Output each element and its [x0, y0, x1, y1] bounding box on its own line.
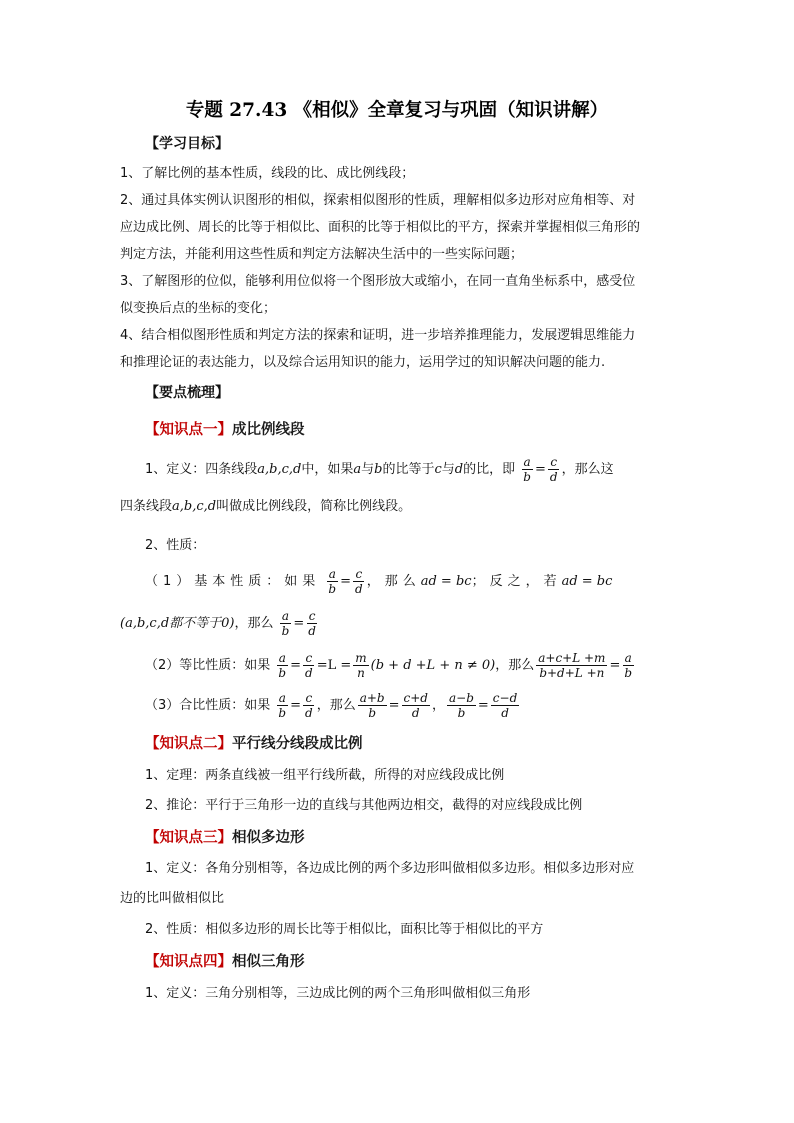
equals: = [477, 698, 489, 713]
kp1-basic-property-cont [120, 608, 690, 642]
kp3-line: 边的比叫做相似比 [120, 891, 225, 906]
math-expr: ad = bc [420, 574, 472, 589]
objective-line: 1、了解比例的基本性质，线段的比、成比例线段； [120, 166, 415, 181]
fraction: $\frac{a}{b}$ [328, 567, 337, 596]
text: ，那么 [316, 698, 356, 713]
text: 叫做成比例线段，简称比例线段。 [216, 499, 412, 514]
kp3-line: 2、性质：相似多边形的周长比等于相似比，面积比等于相似比的平方 [145, 922, 544, 937]
objectives-header: 【学习目标】 [145, 136, 229, 152]
fraction: $\frac{c}{d}$ [355, 567, 363, 596]
math-var: c [434, 462, 442, 477]
text: 中，如果 [301, 462, 354, 477]
text: 1、定义：四条线段 [145, 462, 258, 477]
fraction: $\frac{c+d}{d}$ [403, 691, 428, 720]
kp1-definition-cont [120, 498, 690, 516]
kp1-definition [145, 454, 715, 488]
objective-line: 判定方法，并能利用这些性质和判定方法解决生活中的一些实际问题； [120, 247, 524, 262]
math-vars: a,b,c,d [257, 462, 302, 477]
objective-line: 3、了解图形的位似，能够利用位似将一个图形放大或缩小，在同一直角坐标系中，感受位 [120, 274, 636, 289]
fraction: $\frac{c}{d}$ [305, 691, 313, 720]
kp1-name: 成比例线段 [232, 422, 305, 438]
fraction: $\frac{a}{b}$ [278, 691, 287, 720]
text: ，那么 [366, 574, 421, 589]
kp1-basic-property [145, 566, 715, 600]
text: （1）基本性质：如果 [145, 574, 321, 589]
text: ，那么 [234, 616, 274, 631]
objective-line: 2、通过具体实例认识图形的相似，探索相似图形的性质，理解相似多边形对应角相等、对 [120, 193, 636, 208]
fraction: $\frac{a}{b}$ [278, 651, 287, 680]
kp2-bracket: 【知识点二】 [145, 736, 232, 752]
kp4-line: 1、定义：三角分别相等，三边成比例的两个三角形叫做相似三角形 [145, 986, 531, 1001]
kp2-heading [145, 735, 715, 753]
equals: = [340, 574, 352, 589]
kp1-sum-property [145, 690, 715, 724]
equals: = [609, 658, 621, 673]
fraction: $\frac{c}{d}$ [549, 455, 558, 484]
page-title: 专题 27.43 《相似》全章复习与巩固（知识讲解） [185, 100, 609, 121]
math-vars: a,b,c,d [172, 499, 217, 514]
kp4-heading [145, 953, 715, 971]
kp3-bracket: 【知识点三】 [145, 830, 232, 846]
fraction: $\frac{a}{b}$ [281, 609, 290, 638]
fraction: $\frac{a}{b}$ [624, 651, 633, 680]
equals: = [290, 698, 302, 713]
text: 的比，即 [463, 462, 516, 477]
objective-line: 似变换后点的坐标的变化； [120, 301, 277, 316]
text: 的比等于 [382, 462, 435, 477]
text: 四条线段 [120, 499, 173, 514]
kp4-bracket: 【知识点四】 [145, 954, 232, 970]
fraction: $\frac{a+b}{b}$ [359, 691, 385, 720]
kp3-heading [145, 829, 715, 847]
fraction: $\frac{c}{d}$ [305, 651, 313, 680]
math-var: a [353, 462, 362, 477]
math-var: d [454, 462, 464, 477]
text: 与 [361, 462, 375, 477]
text: ；反之，若 [471, 574, 562, 589]
math-condition: (a,b,c,d都不等于0) [120, 616, 235, 631]
kp1-property-label: 2、性质： [145, 538, 206, 553]
kp1-heading [145, 421, 715, 439]
equals: = [293, 616, 305, 631]
objective-line: 和推理论证的表达能力，以及综合运用知识的能力，运用学过的知识解决问题的能力. [120, 355, 606, 370]
kp2-name: 平行线分线段成比例 [232, 736, 363, 752]
fraction: $\frac{a}{b}$ [523, 455, 531, 484]
math-expr: ad = bc [561, 574, 613, 589]
math-expr: =L = [316, 658, 352, 673]
text: 与 [441, 462, 455, 477]
text: ，那么 [495, 658, 535, 673]
fraction: $\frac{c}{d}$ [308, 609, 316, 638]
kp1-equal-ratio-property [145, 650, 715, 684]
kp4-name: 相似三角形 [232, 954, 305, 970]
text: ， [431, 698, 445, 713]
text: （2）等比性质：如果 [145, 658, 271, 673]
objective-line: 应边成比例、周长的比等于相似比、面积的比等于相似比的平方，探索并掌握相似三角形的 [120, 220, 641, 235]
kp3-line: 1、定义：各角分别相等，各边成比例的两个多边形叫做相似多边形。相似多边形对应 [145, 861, 635, 876]
math-var: b [374, 462, 383, 477]
fraction: $\frac{a+c+L +m}{b+d+L +n}$ [538, 651, 606, 680]
kp1-bracket: 【知识点一】 [145, 422, 232, 438]
text: ，那么这 [561, 462, 614, 477]
fraction: $\frac{a-b}{b}$ [449, 691, 474, 720]
equals: = [388, 698, 400, 713]
objective-line: 4、结合相似图形性质和判定方法的探索和证明，进一步培养推理能力，发展逻辑思维能力 [120, 328, 636, 343]
kp3-name: 相似多边形 [232, 830, 305, 846]
kp2-line: 2、推论：平行于三角形一边的直线与其他两边相交，截得的对应线段成比例 [145, 798, 583, 813]
math-condition: (b + d +L + n ≠ 0) [370, 658, 496, 673]
fraction: $\frac{m}{n}$ [355, 651, 367, 680]
fraction: $\frac{c-d}{d}$ [492, 691, 518, 720]
text: （3）合比性质：如果 [145, 698, 271, 713]
equals: = [534, 462, 546, 477]
equals: = [290, 658, 302, 673]
summary-header: 【要点梳理】 [145, 385, 229, 401]
kp2-line: 1、定理：两条直线被一组平行线所截，所得的对应线段成比例 [145, 768, 505, 783]
